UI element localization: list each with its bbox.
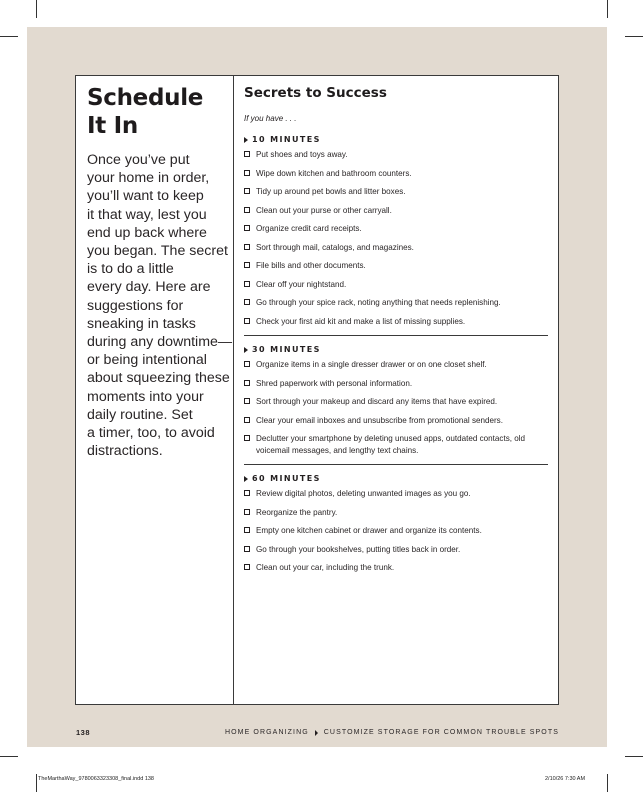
checklist-item — [244, 223, 549, 235]
checkbox-icon — [244, 490, 250, 496]
intro-line: Once you’ve put — [87, 152, 190, 168]
crop-mark — [607, 774, 608, 792]
time-group-heading — [244, 135, 549, 145]
checklist-item-text: Go through your spice rack, noting anything that needs replenishing. — [256, 298, 501, 307]
checklist-item — [244, 507, 549, 519]
checklist-item-text: Review digital photos, deleting unwanted images as you go. — [256, 489, 471, 498]
checkbox-icon — [244, 299, 250, 305]
intro-line: your home in order, — [87, 170, 210, 187]
time-group-label: 60 MINUTES — [252, 474, 321, 483]
crop-mark — [36, 0, 37, 18]
checklist-item — [244, 488, 549, 500]
checkbox-icon — [244, 435, 250, 441]
crop-mark — [607, 0, 608, 18]
checkbox-icon — [244, 361, 250, 367]
checkbox-icon — [244, 546, 250, 552]
checklist-item-text: File bills and other documents. — [256, 261, 366, 270]
lead-text: If you have . . . — [244, 114, 297, 123]
checkbox-icon — [244, 398, 250, 404]
checklist — [244, 359, 549, 456]
checklist-item-text: Clear off your nightstand. — [256, 279, 347, 289]
crop-mark — [36, 774, 37, 792]
arrow-right-icon — [244, 476, 248, 482]
page-title-line: It In — [87, 113, 138, 139]
checklist-item — [244, 205, 549, 217]
arrow-right-icon — [244, 347, 248, 353]
checklist-item-text: Clear your email inboxes and unsubscribe from promotional senders. — [256, 415, 503, 425]
checklist-item-text: Check your first aid kit and make a list of missing supplies. — [256, 316, 466, 326]
checkbox-icon — [244, 527, 250, 533]
intro-line: daily routine. Set — [87, 406, 193, 423]
checkbox-icon — [244, 380, 250, 386]
intro-line: a timer, too, to avoid — [87, 425, 215, 442]
checkbox-icon — [244, 244, 250, 250]
checkbox-icon — [244, 281, 250, 287]
intro-line: distractions. — [87, 443, 163, 460]
intro-text — [87, 151, 233, 460]
checklist-item-text: Sort through mail, catalogs, and magazines. — [256, 242, 414, 252]
time-group-heading — [244, 345, 549, 355]
sidebar-column — [87, 84, 233, 460]
checkbox-icon — [244, 417, 250, 423]
checklist-item — [244, 433, 549, 456]
checkbox-icon — [244, 225, 250, 231]
checklist-item-text: Shred paperwork with personal information. — [256, 378, 413, 388]
checklist-item — [244, 186, 549, 198]
checklist-item — [244, 316, 549, 328]
checklist-item — [244, 415, 549, 427]
intro-line: or being intentional — [87, 352, 207, 369]
checklist-item — [244, 396, 549, 408]
crop-mark — [0, 756, 18, 757]
checkbox-icon — [244, 509, 250, 515]
crop-mark — [625, 756, 643, 757]
intro-line: it that way, lest you — [87, 206, 207, 223]
arrow-right-icon — [315, 730, 318, 736]
arrow-right-icon — [244, 137, 248, 143]
checklist-item-text: Tidy up around pet bowls and litter boxes. — [256, 187, 406, 196]
checklist-item-text: Declutter your smartphone by deleting unused apps, outdated contacts, old voicemail messages, and lengthy text chains. — [256, 434, 526, 455]
checklist-item-text: Clean out your purse or other carryall. — [256, 205, 392, 215]
checklist-item — [244, 544, 549, 556]
intro-line: sneaking in tasks — [87, 315, 196, 332]
intro-line: is to do a little — [87, 261, 174, 278]
page-title — [87, 84, 227, 140]
checklist-item — [244, 297, 549, 309]
checklist-item-text: Put shoes and toys away. — [256, 150, 348, 159]
checklist-column — [244, 84, 549, 574]
checklist-item — [244, 359, 549, 371]
group-divider — [244, 464, 548, 465]
time-group-label: 10 MINUTES — [252, 135, 321, 144]
footer-chapter: CUSTOMIZE STORAGE FOR COMMON TROUBLE SPOTS — [323, 729, 559, 736]
checklist-item-text: Organize items in a single dresser drawer or on one closet shelf. — [256, 360, 487, 369]
page-number: 138 — [76, 728, 91, 737]
footer-section: HOME ORGANIZING — [224, 729, 309, 736]
page-footer — [76, 728, 559, 737]
checklist-groups — [244, 135, 549, 574]
intro-line: during any downtime— — [87, 334, 233, 351]
checkbox-icon — [244, 151, 250, 157]
checklist-item — [244, 279, 549, 291]
checkbox-icon — [244, 170, 250, 176]
checkbox-icon — [244, 262, 250, 268]
checklist-item-text: Wipe down kitchen and bathroom counters. — [256, 168, 412, 178]
intro-line: you began. The secret — [87, 243, 228, 260]
checklist-item-text: Clean out your car, including the trunk. — [256, 563, 395, 572]
checklist — [244, 488, 549, 574]
group-divider — [244, 335, 548, 336]
checkbox-icon — [244, 207, 250, 213]
checklist-item — [244, 525, 549, 537]
checklist-item — [244, 378, 549, 390]
checklist-item — [244, 562, 549, 574]
slug-file: TheMarthaWay_9780063323308_final.indd 138 — [38, 776, 154, 782]
section-heading: Secrets to Success — [244, 85, 387, 101]
intro-line: moments into your — [87, 388, 204, 405]
checklist-item-text: Empty one kitchen cabinet or drawer and organize its contents. — [256, 526, 482, 535]
running-footer — [225, 729, 559, 736]
slug-date: 2/10/26 7:30 AM — [545, 776, 586, 782]
column-divider — [233, 76, 234, 704]
time-group-heading — [244, 474, 549, 484]
checkbox-icon — [244, 188, 250, 194]
checklist-item — [244, 149, 549, 161]
content-box — [75, 75, 559, 705]
checkbox-icon — [244, 318, 250, 324]
intro-line: end up back where — [87, 224, 207, 241]
checklist-item — [244, 168, 549, 180]
time-group-label: 30 MINUTES — [252, 345, 321, 354]
intro-line: about squeezing these — [87, 370, 230, 387]
checkbox-icon — [244, 564, 250, 570]
crop-mark — [625, 36, 643, 37]
intro-line: every day. Here are — [87, 279, 211, 296]
checklist-item-text: Organize credit card receipts. — [256, 224, 362, 233]
intro-line: you’ll want to keep — [87, 188, 204, 205]
checklist — [244, 149, 549, 327]
intro-line: suggestions for — [87, 297, 184, 314]
checklist-item-text: Reorganize the pantry. — [256, 507, 338, 517]
checklist-item-text: Go through your bookshelves, putting titles back in order. — [256, 544, 461, 554]
page-title-line: Schedule — [87, 85, 204, 111]
checklist-item-text: Sort through your makeup and discard any items that have expired. — [256, 397, 498, 406]
checklist-item — [244, 260, 549, 272]
checklist-item — [244, 242, 549, 254]
crop-mark — [0, 36, 18, 37]
